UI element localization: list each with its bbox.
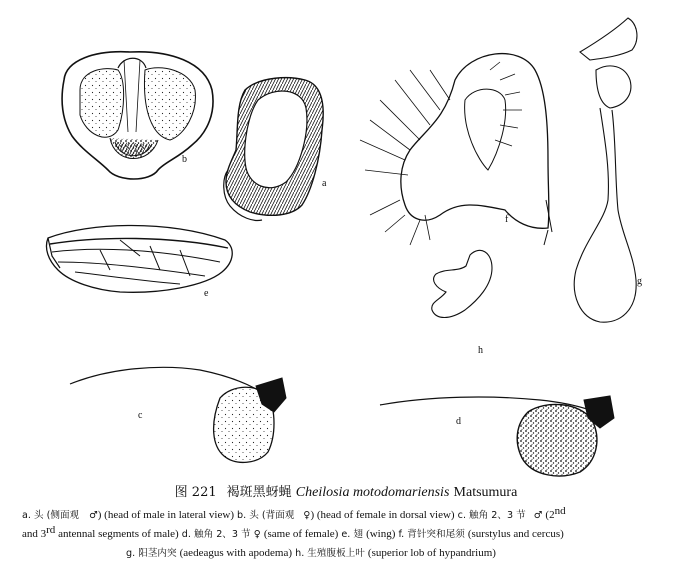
species-author: Matsumura <box>453 485 518 500</box>
caption-a-cn: a. 头 (侧面观 <box>22 510 80 521</box>
panel-label-a-mark: a <box>322 178 327 189</box>
panel-label-b-mark: b <box>182 154 187 165</box>
caption-line-3 <box>126 547 496 560</box>
caption-c-sup-rd: rd <box>46 523 56 536</box>
caption-f-en: (surstylus and cercus) <box>467 528 564 540</box>
caption-g-en: (aedeagus with apodema) <box>179 547 293 559</box>
caption-d-cn: d. 触角 2、3 节 <box>181 529 251 540</box>
caption-c-cn: c. 触角 2、3 节 <box>457 510 526 521</box>
caption-g-cn: g. 阳茎内突 <box>126 548 177 559</box>
surstylus-cercus-f <box>360 54 552 245</box>
panel-label-e-mark: e <box>204 288 209 299</box>
caption-b-en: ) (head of female in dorsal view) <box>310 509 455 521</box>
head-dorsal-view-b <box>62 52 213 179</box>
caption-line-1 <box>22 504 566 522</box>
caption-a-symbol: ♂ <box>89 510 98 521</box>
caption-c-en-start: (2 <box>545 509 555 521</box>
wing-e <box>46 226 232 293</box>
figure-caption-title <box>0 485 692 501</box>
panel-label-c-mark: c <box>138 410 143 421</box>
species-name-latin: Cheilosia motodomariensis <box>295 485 450 500</box>
panel-label-f-mark: f <box>505 214 509 225</box>
caption-c-en-cont: and 3 <box>22 528 47 540</box>
caption-a-en: ) (head of male in lateral view) <box>97 509 234 521</box>
hypandrium-lobe-h <box>432 250 492 317</box>
caption-b-cn: b. 头 (背面观 <box>237 510 295 521</box>
caption-e-en: (wing) <box>366 528 396 540</box>
caption-line-2 <box>22 523 564 541</box>
caption-h-cn: h. 生殖腹板上叶 <box>295 548 365 559</box>
caption-c-sup-nd: nd <box>554 504 566 517</box>
panel-label-g-mark: g <box>637 276 642 287</box>
caption-b-symbol: ♀ <box>303 510 311 521</box>
aedeagus-apodema-g <box>574 18 637 322</box>
caption-d-en: (same of female) <box>263 528 339 540</box>
species-name-cn: 褐斑黑蚜蝇 <box>226 485 292 500</box>
panel-label-h-mark: h <box>478 345 483 356</box>
antenna-male-c <box>70 367 286 462</box>
head-lateral-view-a <box>224 78 323 221</box>
antenna-female-d <box>380 396 614 476</box>
caption-d-symbol: ♀ <box>253 529 261 540</box>
caption-h-en: (superior lob of hypandrium) <box>367 547 496 559</box>
caption-f-cn: f. 背针突和尾须 <box>398 529 465 540</box>
caption-c-symbol: ♂ <box>533 510 543 521</box>
figure-number: 图 221 <box>174 485 217 500</box>
caption-c-en-end: antennal segments of male) <box>55 528 179 540</box>
panel-label-d-mark: d <box>456 416 461 427</box>
caption-e-cn: e. 翅 <box>341 529 363 540</box>
